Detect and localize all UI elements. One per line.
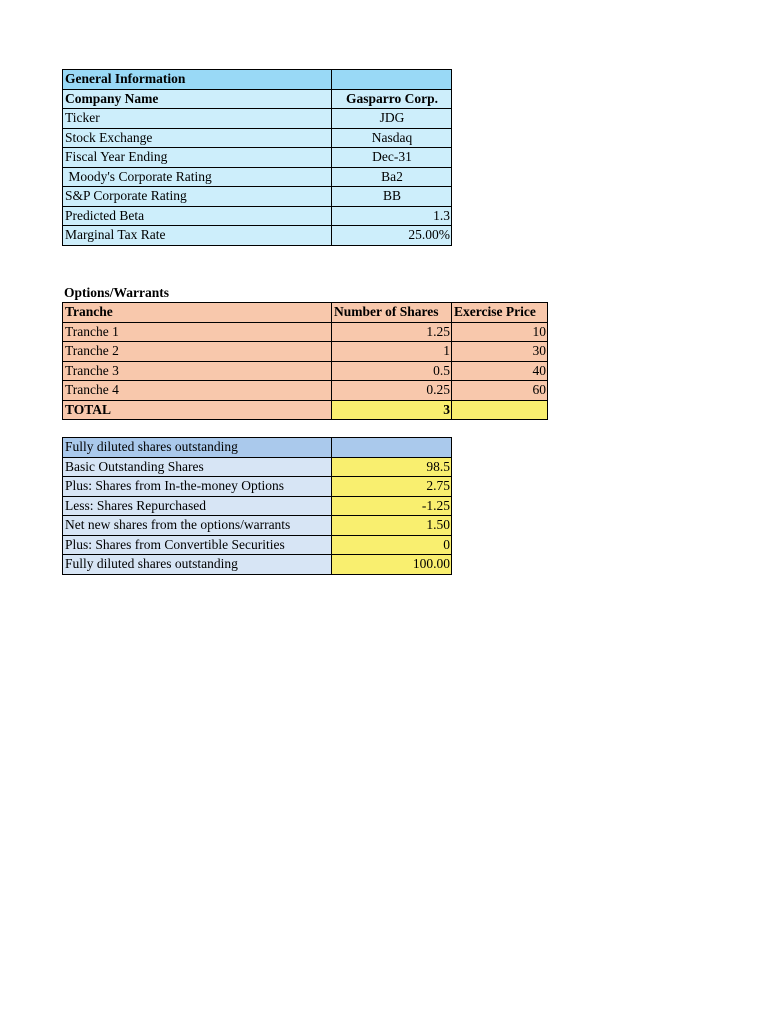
options-section-title[interactable]: Options/Warrants xyxy=(64,285,170,300)
table-row xyxy=(63,477,452,497)
label-cell[interactable]: Moody's Corporate Rating xyxy=(63,167,332,187)
value-cell[interactable]: 1.3 xyxy=(332,206,452,226)
shares-cell[interactable]: 1 xyxy=(332,342,452,362)
table-row xyxy=(63,206,452,226)
price-cell[interactable]: 40 xyxy=(452,361,548,381)
label-cell[interactable]: Marginal Tax Rate xyxy=(63,226,332,246)
total-label-cell[interactable]: TOTAL xyxy=(63,400,332,420)
table-row xyxy=(63,148,452,168)
table-row xyxy=(63,555,452,575)
price-cell[interactable]: 60 xyxy=(452,381,548,401)
table-row xyxy=(63,496,452,516)
label-cell[interactable]: Less: Shares Repurchased xyxy=(63,496,332,516)
table-row xyxy=(63,361,548,381)
label-cell[interactable]: Fiscal Year Ending xyxy=(63,148,332,168)
total-shares-cell[interactable]: 3 xyxy=(332,400,452,420)
label-cell[interactable]: S&P Corporate Rating xyxy=(63,187,332,207)
value-cell[interactable]: Gasparro Corp. xyxy=(332,89,452,109)
value-cell[interactable]: JDG xyxy=(332,109,452,129)
tranche-cell[interactable]: Tranche 3 xyxy=(63,361,332,381)
table-row xyxy=(63,187,452,207)
tranche-cell[interactable]: Tranche 1 xyxy=(63,322,332,342)
value-cell[interactable]: Ba2 xyxy=(332,167,452,187)
table-row xyxy=(63,516,452,536)
header-cell[interactable]: Number of Shares xyxy=(332,303,452,323)
fully-diluted-shares-table xyxy=(62,437,452,575)
options-warrants-table xyxy=(62,302,548,420)
general-information-table xyxy=(62,69,452,246)
label-cell[interactable]: Plus: Shares from In-the-money Options xyxy=(63,477,332,497)
value-cell[interactable]: 25.00% xyxy=(332,226,452,246)
shares-cell[interactable]: 0.25 xyxy=(332,381,452,401)
value-cell[interactable]: 2.75 xyxy=(332,477,452,497)
tranche-cell[interactable]: Tranche 4 xyxy=(63,381,332,401)
label-cell[interactable]: Ticker xyxy=(63,109,332,129)
table-row xyxy=(63,342,548,362)
table-header-row xyxy=(63,438,452,458)
header-cell[interactable] xyxy=(332,70,452,90)
shares-cell[interactable]: 0.5 xyxy=(332,361,452,381)
table-row xyxy=(63,226,452,246)
header-cell[interactable]: Tranche xyxy=(63,303,332,323)
table-row xyxy=(63,322,548,342)
label-cell[interactable]: Stock Exchange xyxy=(63,128,332,148)
header-cell[interactable] xyxy=(332,438,452,458)
value-cell[interactable]: BB xyxy=(332,187,452,207)
table-row xyxy=(63,457,452,477)
table-row xyxy=(63,89,452,109)
label-cell[interactable]: Company Name xyxy=(63,89,332,109)
label-cell[interactable]: Fully diluted shares outstanding xyxy=(63,555,332,575)
value-cell[interactable]: 98.5 xyxy=(332,457,452,477)
table-row xyxy=(63,167,452,187)
price-cell[interactable]: 10 xyxy=(452,322,548,342)
value-cell[interactable]: 100.00 xyxy=(332,555,452,575)
header-cell[interactable]: Fully diluted shares outstanding xyxy=(63,438,332,458)
table-header-row xyxy=(63,70,452,90)
header-cell[interactable]: General Information xyxy=(63,70,332,90)
value-cell[interactable]: Dec-31 xyxy=(332,148,452,168)
label-cell[interactable]: Basic Outstanding Shares xyxy=(63,457,332,477)
shares-cell[interactable]: 1.25 xyxy=(332,322,452,342)
total-row xyxy=(63,400,548,420)
label-cell[interactable]: Net new shares from the options/warrants xyxy=(63,516,332,536)
tranche-cell[interactable]: Tranche 2 xyxy=(63,342,332,362)
table-row xyxy=(63,109,452,129)
table-header-row xyxy=(63,303,548,323)
value-cell[interactable]: 0 xyxy=(332,535,452,555)
price-cell[interactable]: 30 xyxy=(452,342,548,362)
value-cell[interactable]: Nasdaq xyxy=(332,128,452,148)
table-row xyxy=(63,128,452,148)
value-cell[interactable]: 1.50 xyxy=(332,516,452,536)
label-cell[interactable]: Predicted Beta xyxy=(63,206,332,226)
table-row xyxy=(63,535,452,555)
value-cell[interactable]: -1.25 xyxy=(332,496,452,516)
header-cell[interactable]: Exercise Price xyxy=(452,303,548,323)
label-cell[interactable]: Plus: Shares from Convertible Securities xyxy=(63,535,332,555)
table-row xyxy=(63,381,548,401)
total-price-cell[interactable] xyxy=(452,400,548,420)
